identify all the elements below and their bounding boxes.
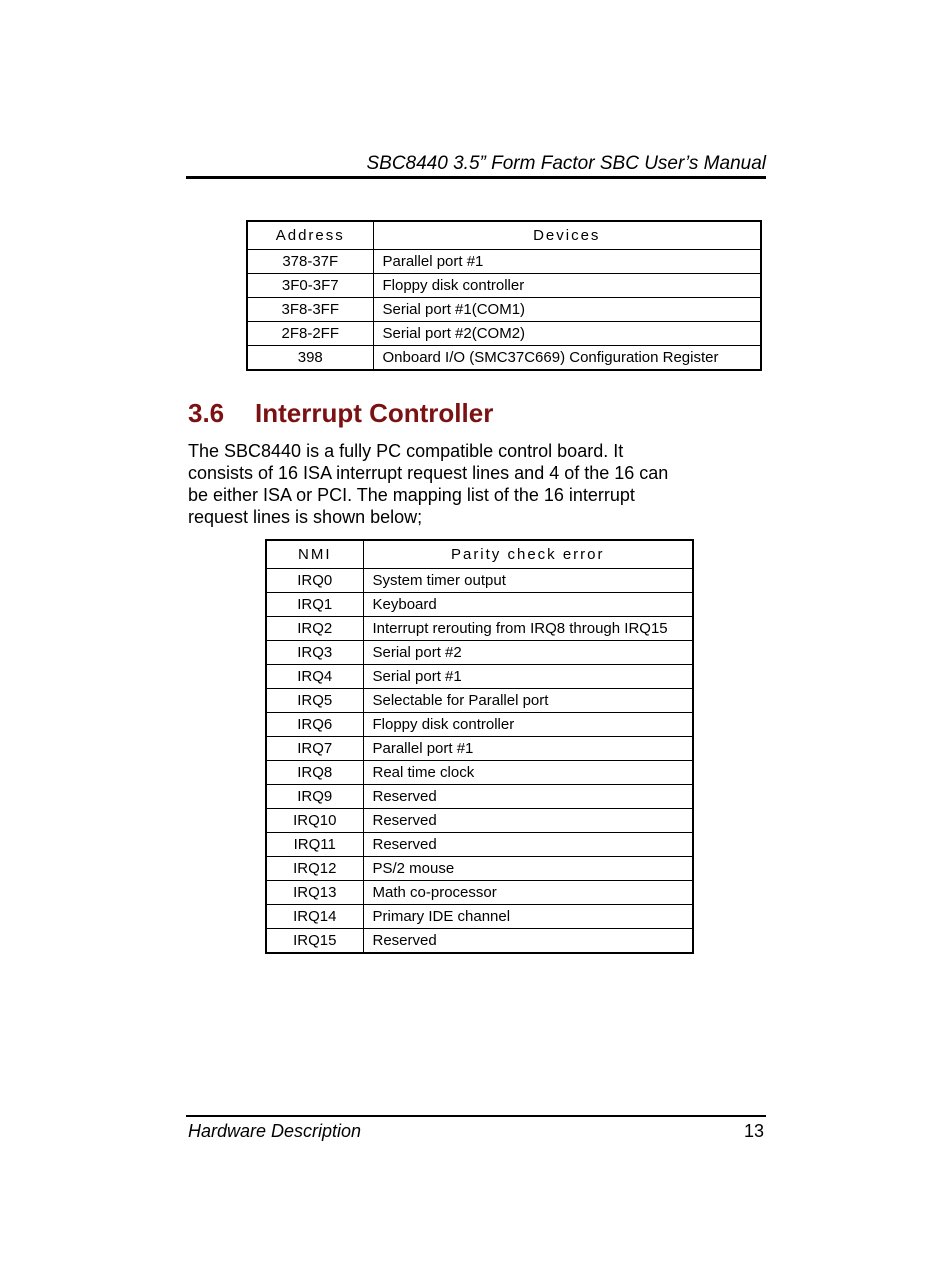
column-header-parity: Parity check error	[363, 540, 693, 569]
table-row	[247, 250, 761, 274]
table-row	[266, 593, 693, 617]
table-row	[247, 346, 761, 371]
table-row	[266, 761, 693, 785]
cell-description: Real time clock	[363, 761, 693, 785]
table-row	[247, 274, 761, 298]
section-number: 3.6	[188, 398, 225, 428]
cell-key: IRQ4	[266, 665, 363, 689]
cell-key: 3F0-3F7	[247, 274, 373, 298]
paragraph-line: consists of 16 ISA interrupt request lines and 4 of the 16 can	[188, 463, 669, 483]
column-header-address: Address	[247, 221, 373, 250]
footer-section-name: Hardware Description	[188, 1121, 362, 1141]
section-title: Interrupt Controller	[255, 398, 494, 428]
cell-key: IRQ5	[266, 689, 363, 713]
paragraph-line: be either ISA or PCI. The mapping list of the 16 interrupt	[188, 485, 635, 505]
cell-key: IRQ14	[266, 905, 363, 929]
cell-key: IRQ11	[266, 833, 363, 857]
table-row	[266, 569, 693, 593]
cell-key: IRQ3	[266, 641, 363, 665]
cell-key: IRQ10	[266, 809, 363, 833]
cell-description: Math co-processor	[363, 881, 693, 905]
running-header-title: SBC8440 3.5” Form Factor SBC User’s Manual	[366, 153, 766, 174]
table-row	[266, 809, 693, 833]
cell-description: Reserved	[363, 785, 693, 809]
table-row	[266, 929, 693, 954]
table-row	[266, 785, 693, 809]
table-row	[266, 689, 693, 713]
cell-description: Reserved	[363, 809, 693, 833]
cell-key: IRQ8	[266, 761, 363, 785]
cell-description: Interrupt rerouting from IRQ8 through IRQ15	[363, 617, 693, 641]
cell-description: Selectable for Parallel port	[363, 689, 693, 713]
cell-key: 3F8-3FF	[247, 298, 373, 322]
cell-key: IRQ15	[266, 929, 363, 954]
cell-description: PS/2 mouse	[363, 857, 693, 881]
footer-rule	[186, 1115, 766, 1117]
cell-key: IRQ0	[266, 569, 363, 593]
table-row	[247, 298, 761, 322]
cell-description: Reserved	[363, 929, 693, 954]
section-paragraph	[188, 440, 758, 528]
column-header-nmi: NMI	[266, 540, 363, 569]
table-row	[266, 737, 693, 761]
cell-description: Serial port #1	[363, 665, 693, 689]
cell-key: 378-37F	[247, 250, 373, 274]
cell-description: System timer output	[363, 569, 693, 593]
table-header-row	[266, 540, 693, 569]
column-header-devices: Devices	[373, 221, 761, 250]
cell-description: Reserved	[363, 833, 693, 857]
cell-key: IRQ6	[266, 713, 363, 737]
table-header-row	[247, 221, 761, 250]
cell-description: Onboard I/O (SMC37C669) Configuration Register	[373, 346, 761, 371]
table-row	[266, 905, 693, 929]
table-row	[266, 617, 693, 641]
table-row	[266, 665, 693, 689]
cell-key: 398	[247, 346, 373, 371]
cell-description: Primary IDE channel	[363, 905, 693, 929]
cell-key: IRQ2	[266, 617, 363, 641]
page-number: 13	[743, 1121, 764, 1141]
irq-mapping-table	[265, 539, 694, 954]
cell-description: Serial port #2(COM2)	[373, 322, 761, 346]
cell-description: Serial port #1(COM1)	[373, 298, 761, 322]
cell-key: IRQ13	[266, 881, 363, 905]
cell-description: Keyboard	[363, 593, 693, 617]
cell-key: IRQ9	[266, 785, 363, 809]
cell-description: Floppy disk controller	[363, 713, 693, 737]
table-row	[247, 322, 761, 346]
cell-description: Parallel port #1	[373, 250, 761, 274]
table-row	[266, 713, 693, 737]
address-table	[246, 220, 762, 371]
cell-description: Serial port #2	[363, 641, 693, 665]
table-row	[266, 833, 693, 857]
cell-key: IRQ12	[266, 857, 363, 881]
cell-key: IRQ1	[266, 593, 363, 617]
cell-key: 2F8-2FF	[247, 322, 373, 346]
section-heading	[188, 396, 493, 430]
cell-description: Parallel port #1	[363, 737, 693, 761]
table-row	[266, 857, 693, 881]
cell-description: Floppy disk controller	[373, 274, 761, 298]
table-row	[266, 881, 693, 905]
paragraph-line: request lines is shown below;	[188, 507, 423, 527]
header-rule	[186, 176, 766, 179]
paragraph-line: The SBC8440 is a fully PC compatible control board. It	[188, 441, 624, 461]
table-row	[266, 641, 693, 665]
cell-key: IRQ7	[266, 737, 363, 761]
